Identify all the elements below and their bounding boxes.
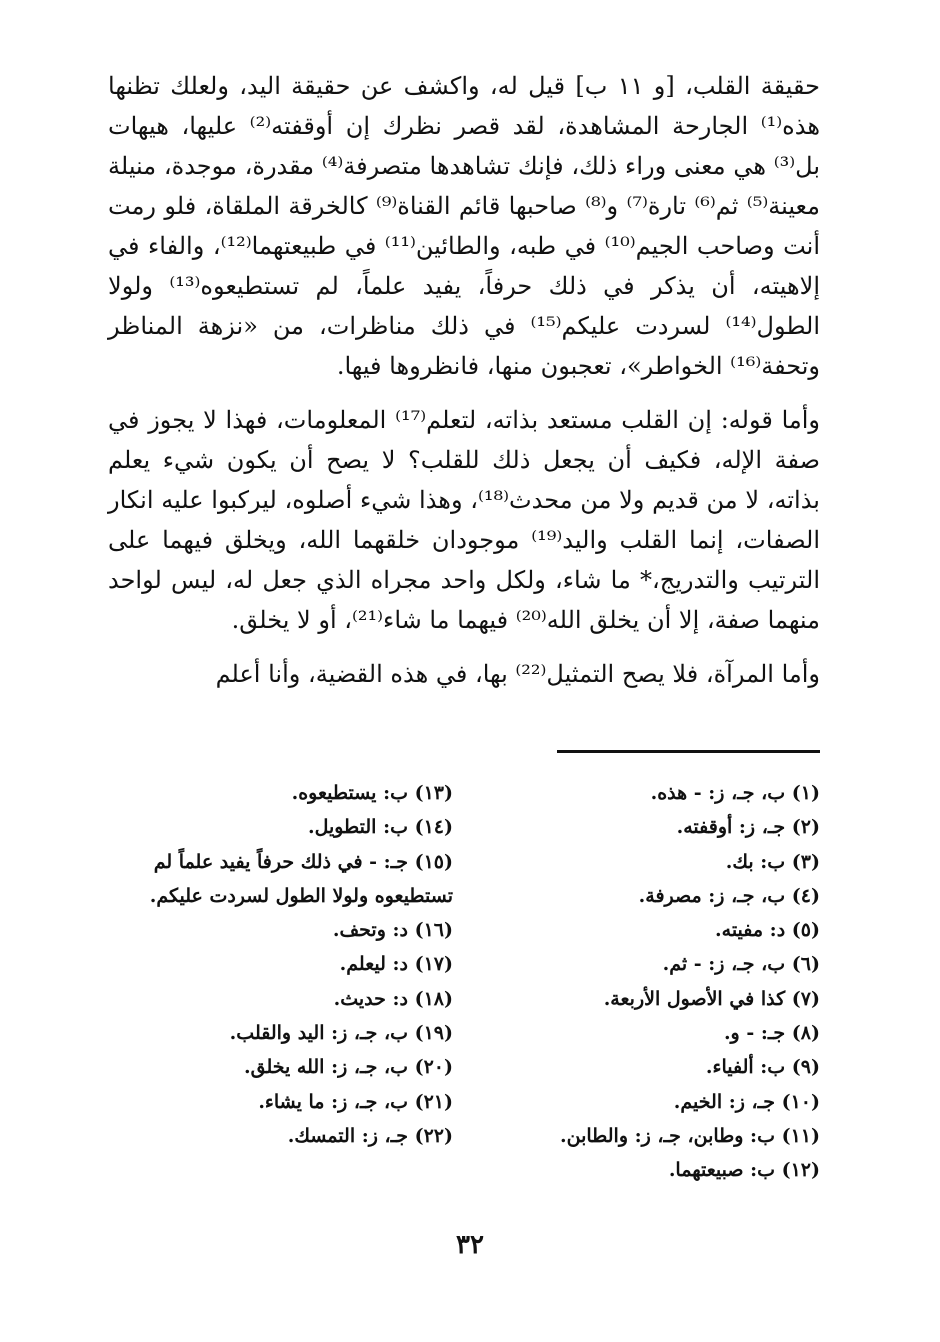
footnote-18: (١٨) د: حديث. bbox=[333, 987, 453, 1010]
paragraph-1: حقيقة القلب، [و ١١ ب] قيل له، واكشف عن حقيقة اليد، ولعلك تظنها هذه⁽¹⁾ الجارحة المشاهدة، لقد قصر نظرك إن أوقفته⁽²⁾ عليها، هيهات بل⁽³⁾ هي معنى وراء ذلك، فإنك تشاهدها متصرفة⁽⁴⁾ مقدرة، موجدة، منيلة معينة⁽⁵⁾ ثم⁽⁶⁾ تارة⁽⁷⁾ و⁽⁸⁾ صاحبها قائم القناة⁽⁹⁾ كالخرقة الملقاة، فلو رمت أنت وصاحب الجيم⁽¹⁰⁾ في طبه، والطائين⁽¹¹⁾ في طبيعتهما⁽¹²⁾، والفاء في إلاهيته، أن يذكر في ذلك حرفاً، يفيد علماً، لم تستطيعوه⁽¹³⁾ ولولا الطول⁽¹⁴⁾ لسردت عليكم⁽¹⁵⁾ في ذلك مناظرات، من «نزهة المناظر وتحفة⁽¹⁶⁾ الخواطر»، تعجبون منها، فانظروها فيها. bbox=[108, 72, 821, 380]
paragraph-2: وأما قوله: إن القلب مستعد بذاته، لتعلم⁽¹⁷⁾ المعلومات، فهذا لا يجوز في صفة الإله، فكيف أن يجعل ذلك للقلب؟ لا يصح أن يكون شيء يعلم بذاته، لا من قديم ولا من محدث⁽¹⁸⁾، وهذا شيء أصلوه، ليركبوا عليه انكار الصفات، إنما القلب واليد⁽¹⁹⁾ موجودان خلقهما الله، ويخلق فيهما على الترتيب والتدريج،* ما شاء، ولكل واحد مجراه الذي جعل له، ليس لواحد منهما صفة، إلا أن يخلق الله⁽²⁰⁾ فيهما ما شاء⁽²¹⁾، أو لا يخلق. bbox=[108, 406, 821, 634]
footnote-22: (٢٢) جـ، ز: التمسك. bbox=[287, 1124, 453, 1147]
footnote-8: (٨) جـ: - و. bbox=[723, 1022, 820, 1045]
footnote-7: (٧) كذا في الأصول الأربعة. bbox=[603, 987, 820, 1010]
main-text bbox=[108, 66, 820, 708]
footnote-12: (١٢) ب: صبيعتهما. bbox=[668, 1159, 820, 1182]
footnote-4: (٤) ب، جـ، ز: مصرفة. bbox=[638, 884, 820, 907]
page-number: ٣٢ bbox=[456, 1230, 484, 1260]
footnotes-right-column bbox=[470, 776, 820, 1188]
footnote-13: (١٣) ب: يستطيعوه. bbox=[291, 782, 453, 804]
footnote-21: (٢١) ب، جـ، ز: ما يشاء. bbox=[258, 1090, 453, 1113]
footnote-11: (١١) ب: وطابن، جـ، ز: والطابن. bbox=[560, 1124, 820, 1147]
footnote-20: (٢٠) ب، جـ، ز: الله يخلق. bbox=[244, 1056, 453, 1079]
footnote-16: (١٦) د: وتحف. bbox=[332, 919, 453, 942]
footnote-10: (١٠) جـ، ز: الخيم. bbox=[673, 1090, 820, 1113]
footnote-9: (٩) ب: ألفياء. bbox=[705, 1056, 820, 1079]
footnote-3: (٣) ب: بك. bbox=[725, 850, 820, 873]
footnote-5: (٥) د: مفيته. bbox=[715, 919, 820, 942]
footnote-2: (٢) جـ، ز: أوقفته. bbox=[676, 816, 820, 839]
footnote-14: (١٤) ب: التطويل. bbox=[307, 816, 453, 839]
footnote-19: (١٩) ب، جـ، ز: اليد والقلب. bbox=[229, 1022, 453, 1045]
footnotes-left-column bbox=[108, 776, 453, 1153]
footnote-6: (٦) ب، جـ، ز: - ثم. bbox=[662, 953, 820, 976]
footnote-15: (١٥) جـ: - في ذلك حرفاً يفيد علماً لم تستطيعوه ولولا الطول لسردت عليكم. bbox=[149, 850, 453, 907]
footnote-separator-rule bbox=[557, 750, 820, 753]
footnote-1: (١) ب، جـ، ز: - هذه. bbox=[650, 782, 820, 804]
footnote-17: (١٧) د: ليعلم. bbox=[339, 953, 453, 976]
paragraph-3: وأما المرآة، فلا يصح التمثيل⁽²²⁾ بها، في هذه القضية، وأنا أعلم bbox=[215, 660, 820, 688]
